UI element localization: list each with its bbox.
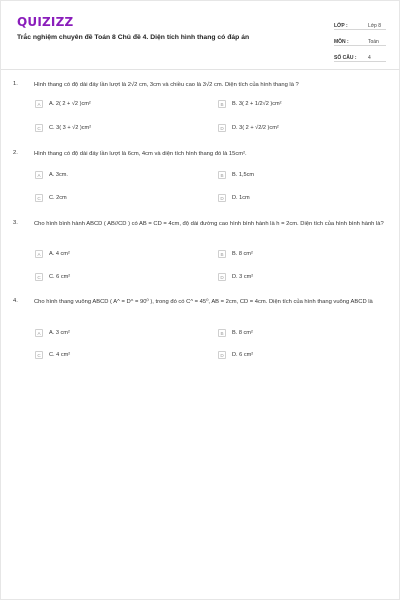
meta-class-label: LỚP : — [334, 23, 348, 29]
option-letter-box: D — [218, 194, 226, 202]
quizizz-logo: QUIZIZZ — [17, 15, 74, 29]
option-letter-box: C — [35, 273, 43, 281]
option-d[interactable] — [218, 351, 253, 359]
question-number: 3. — [13, 220, 18, 226]
question-4 — [13, 298, 391, 366]
option-b[interactable] — [218, 250, 253, 258]
meta-count-row — [334, 48, 386, 62]
option-text: C. 6 cm² — [49, 274, 71, 280]
question-number: 4. — [13, 298, 18, 304]
option-letter-box: A — [35, 100, 43, 108]
option-text: A. 2( 2 + √2 )cm² — [49, 101, 91, 107]
meta-count-value: 4 — [368, 55, 371, 61]
option-letter-box: C — [35, 351, 43, 359]
option-letter-box: B — [218, 250, 226, 258]
option-text: D. 3 cm² — [232, 274, 254, 280]
question-2 — [13, 150, 391, 210]
question-3 — [13, 220, 391, 288]
question-text: Hình thang có độ dài đáy lần lượt là 6cm, 4cm và diện tích hình thang đó là 15cm². — [34, 151, 247, 157]
option-letter-box: C — [35, 124, 43, 132]
option-text: D. 6 cm² — [232, 352, 254, 358]
question-number: 1. — [13, 81, 18, 87]
option-d[interactable] — [218, 124, 279, 132]
option-a[interactable] — [35, 171, 68, 179]
option-letter-box: D — [218, 124, 226, 132]
option-letter-box: A — [35, 329, 43, 337]
meta-class-row — [334, 16, 386, 30]
option-text: A. 3cm. — [49, 172, 68, 178]
question-text: Cho hình bình hành ABCD ( AB//CD ) có AB = CD = 4cm, độ dài đường cao hình bình hành là h = 2cm. Diện tích của hình bình hành là? — [34, 221, 384, 227]
option-text: B. 8 cm² — [232, 330, 253, 336]
option-text: C. 2cm — [49, 195, 67, 201]
option-c[interactable] — [35, 351, 70, 359]
option-text: D. 3( 2 + √2/2 )cm² — [232, 125, 279, 131]
option-letter-box: D — [218, 351, 226, 359]
option-c[interactable] — [35, 124, 91, 132]
option-letter-box: D — [218, 273, 226, 281]
option-text: B. 1,5cm — [232, 172, 255, 178]
option-b[interactable] — [218, 329, 253, 337]
worksheet-meta — [334, 16, 386, 64]
option-a[interactable] — [35, 250, 70, 258]
option-letter-box: A — [35, 250, 43, 258]
question-text: Hình thang có độ dài đáy lần lượt là 2√2 cm, 3cm và chiều cao là 3√2 cm. Diện tích của hình thang là ? — [34, 82, 299, 88]
option-c[interactable] — [35, 273, 70, 281]
option-letter-box: B — [218, 329, 226, 337]
option-text: A. 3 cm² — [49, 330, 70, 336]
question-1 — [13, 81, 391, 141]
option-d[interactable] — [218, 194, 250, 202]
worksheet-title: Trắc nghiệm chuyên đề Toán 8 Chủ đề 4. Diện tích hình thang có đáp án — [17, 34, 250, 41]
option-text: B. 8 cm² — [232, 251, 253, 257]
option-text: B. 3( 2 + 1/2√2 )cm² — [232, 101, 282, 107]
meta-class-value: Lớp 8 — [368, 23, 382, 29]
option-text: C. 3( 3 + √2 )cm² — [49, 125, 92, 131]
meta-subject-row — [334, 32, 386, 46]
option-text: D. 1cm — [232, 195, 250, 201]
option-a[interactable] — [35, 100, 91, 108]
option-text: C. 4 cm² — [49, 352, 71, 358]
option-a[interactable] — [35, 329, 70, 337]
header-divider — [1, 69, 400, 70]
option-letter-box: B — [218, 100, 226, 108]
question-number: 2. — [13, 150, 18, 156]
option-b[interactable] — [218, 171, 254, 179]
option-text: A. 4 cm² — [49, 251, 70, 257]
option-letter-box: A — [35, 171, 43, 179]
option-b[interactable] — [218, 100, 282, 108]
meta-count-label: SỐ CÂU : — [334, 55, 357, 61]
option-d[interactable] — [218, 273, 253, 281]
option-letter-box: B — [218, 171, 226, 179]
option-c[interactable] — [35, 194, 67, 202]
meta-subject-label: MÔN : — [334, 39, 349, 45]
meta-subject-value: Toán — [368, 39, 379, 45]
option-letter-box: C — [35, 194, 43, 202]
question-text: Cho hình thang vuông ABCD ( A^ = D^ = 90⁰ ), trong đó có C^ = 45⁰, AB = 2cm, CD = 4cm. Diện tích của hình thang vuông ABCD là — [34, 299, 373, 305]
